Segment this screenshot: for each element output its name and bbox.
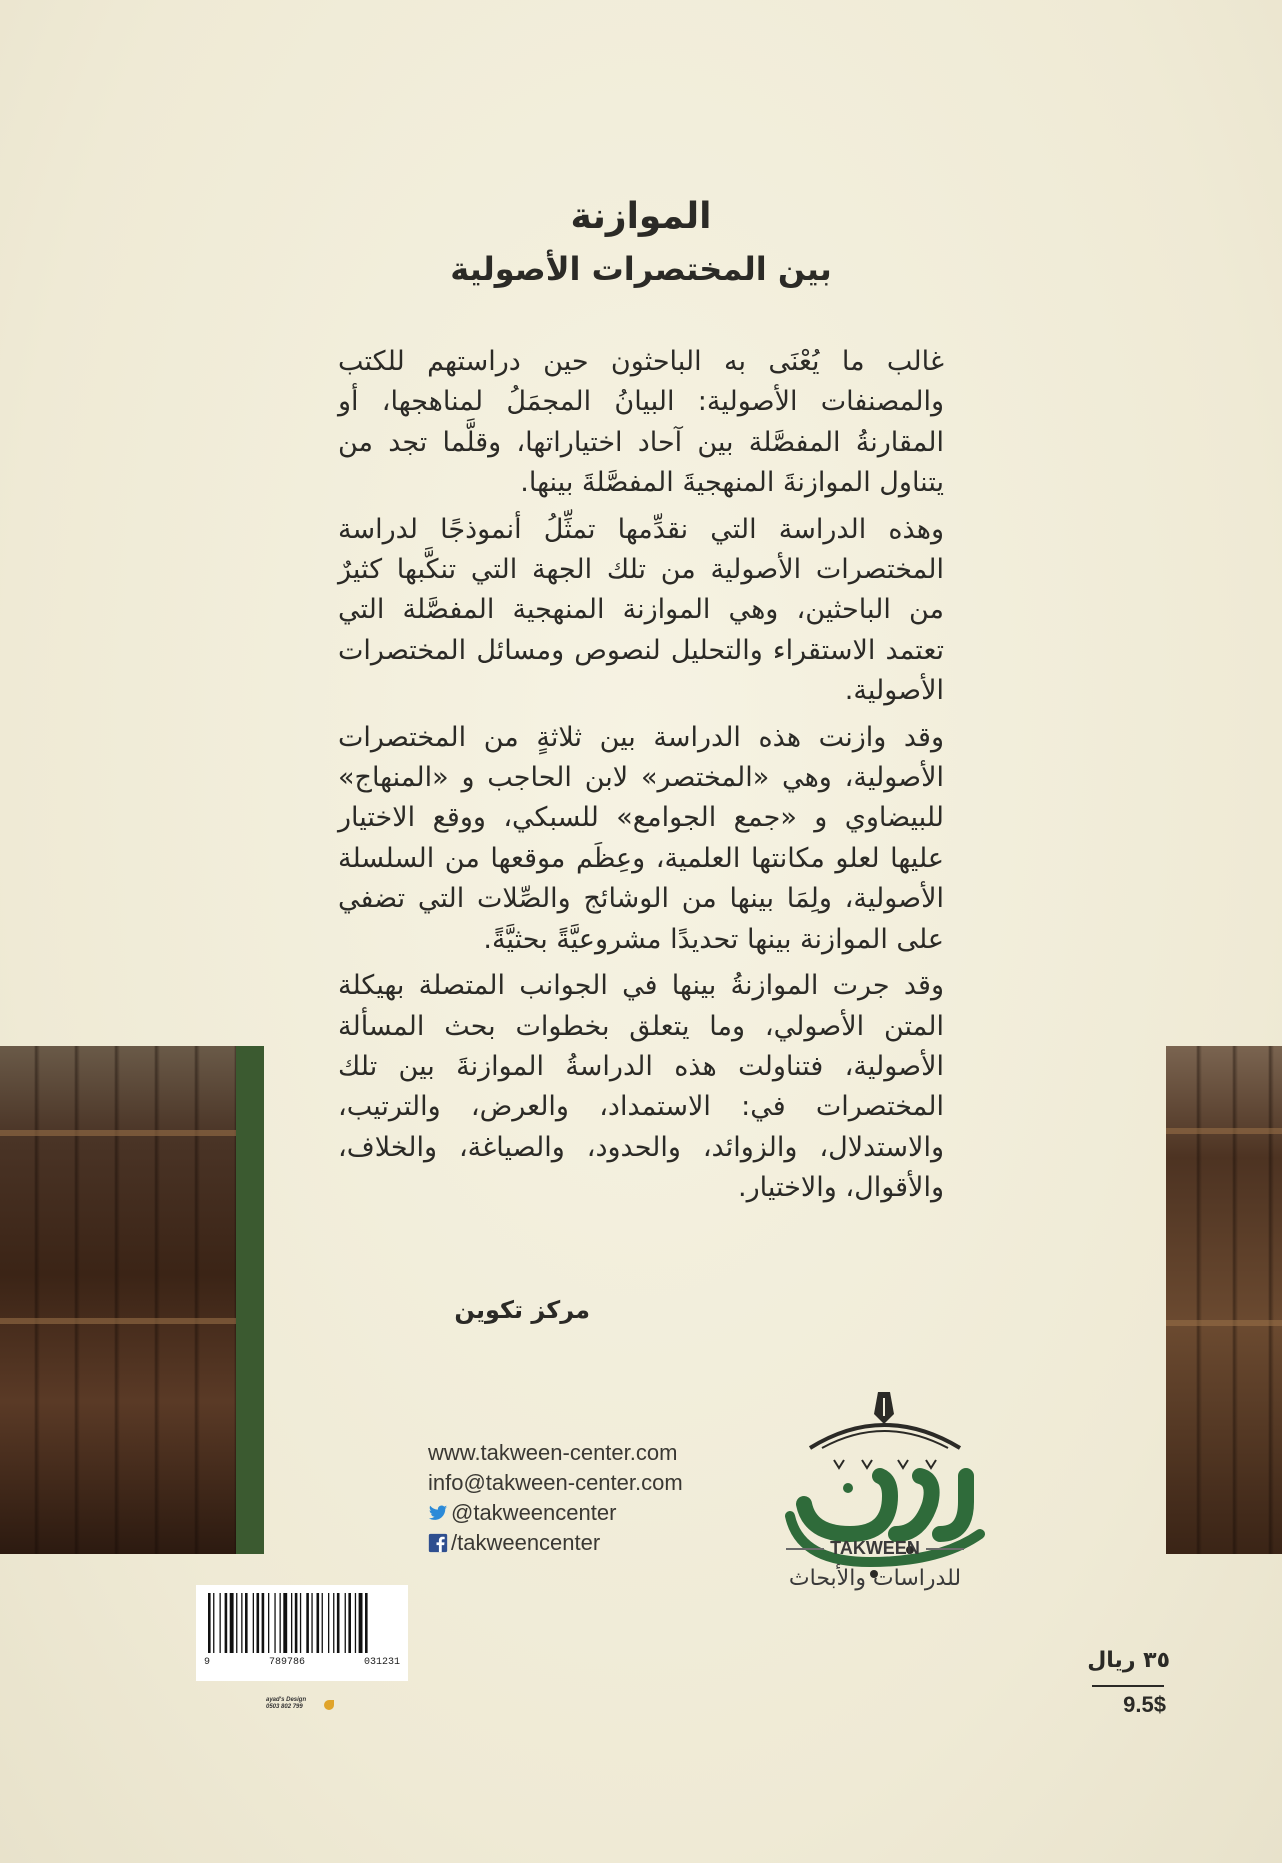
barcode-digit-group: 9 [204,1657,211,1668]
green-stripe [236,1046,264,1554]
twitter-icon [428,1503,448,1523]
facebook-icon [428,1533,448,1553]
book-subtitle: بين المختصرات الأصولية [450,250,832,288]
bookshelf-photo-left [0,1046,264,1554]
shelf-line [1166,1128,1282,1134]
facebook-row[interactable] [428,1528,758,1558]
twitter-handle: @takweencenter [451,1500,617,1525]
price-divider [1092,1685,1164,1687]
blurb-paragraph: وهذه الدراسة التي نقدِّمها تمثِّلُ أنموذجًا لدراسة المختصرات الأصولية من تلك الجهة التي تنكَّبها كثيرٌ من الباحثين، وهي الموازنة المنهجية المفصَّلة التي تعتمد الاستقراء والتحليل لنصوص ومسائل المختصرات الأصولية. [338,513,944,707]
barcode-digit-group: 031231 [363,1657,400,1668]
contact-block [428,1438,758,1558]
email-link[interactable]: info@takween-center.com [428,1470,683,1495]
logo-wordmark [770,1538,980,1559]
website-link[interactable]: www.takween-center.com [428,1440,678,1465]
shelf-line [0,1318,236,1324]
blurb-paragraph: غالب ما يُعْنَى به الباحثون حين دراستهم للكتب والمصنفات الأصولية: البيانُ المجمَلُ لمناهجها، أو المقارنةُ المفصَّلة بين آحاد اختياراتها، وقلَّما تجد من يتناول الموازنةَ المنهجيةَ المفصَّلةَ بينها. [338,346,944,499]
blurb [338,342,944,1215]
barcode-digit-group: 789786 [268,1657,305,1668]
designer-name: ayad's Design [266,1697,307,1703]
designer-logo-icon [324,1700,334,1710]
twitter-row[interactable] [428,1498,758,1528]
barcode [196,1585,408,1681]
book-title: الموازنة [570,196,712,237]
bookshelf-photo-right [1166,1046,1282,1554]
publisher-signature: مركز تكوين [454,1296,590,1324]
barcode-digits [204,1657,400,1668]
blurb-paragraph: وقد وازنت هذه الدراسة بين ثلاثةٍ من المختصرات الأصولية، وهي «المختصر» لابن الحاجب و «المنهاج» للبيضاوي و «جمع الجوامع» للسبكي، ووقع الاختيار عليها لعلو مكانتها العلمية، وعِظَم موقعها من السلسلة الأصولية، ولِمَا بينها من الوشائج والصِّلات التي تضفي على الموازنة بينها تحديدًا مشروعيَّةً بحثيَّةً. [338,721,944,955]
price-sar: ٣٥ ريال [1087,1648,1170,1673]
logo-tagline: للدراسات والأبحاث [788,1566,962,1591]
designer-phone: 0503 802 799 [266,1704,303,1710]
price-usd: 9.5$ [1123,1692,1166,1717]
shelf-line [0,1130,236,1136]
logo-latin: TAKWEEN [830,1538,920,1558]
facebook-handle: /takweencenter [451,1530,601,1555]
barcode-bars-icon [196,1585,408,1657]
blurb-paragraph: وقد جرت الموازنةُ بينها في الجوانب المتصلة بهيكلة المتن الأصولي، وما يتعلق بخطوات بحث المسألة الأصولية، فتناولت هذه الدراسةُ الموازنةَ بين تلك المختصرات في: الاستمداد، والعرض، والترتيب، والاستدلال، والزوائد، والحدود، والصياغة، والخلاف، والأقوال، والاختيار. [338,970,944,1204]
shelf-line [1166,1320,1282,1326]
